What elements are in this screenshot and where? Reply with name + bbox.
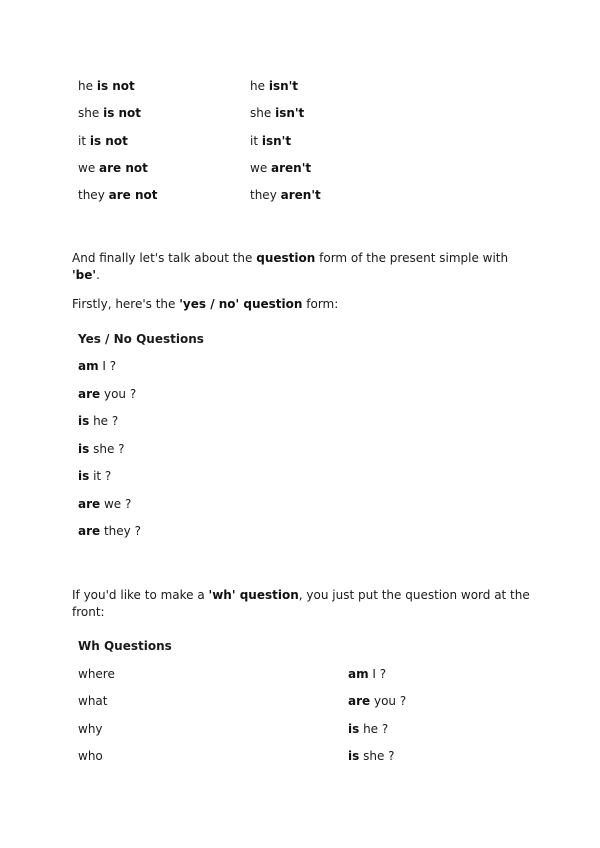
wh-word-cell: what [78, 694, 108, 708]
wh-form-cell: is she ? [348, 749, 395, 763]
negative-full-row: we are not [78, 161, 148, 175]
wh-intro-paragraph: If you'd like to make a 'wh' question, you just put the question word at the front: [72, 588, 530, 619]
yesno-row: is he ? [78, 414, 119, 428]
negative-short-row: he isn't [250, 79, 299, 93]
negative-short-row: she isn't [250, 106, 305, 120]
question-intro-paragraph: And finally let's talk about the question form of the present simple with 'be'. [72, 251, 509, 282]
wh-form-cell: is he ? [348, 722, 389, 736]
yesno-row: are we ? [78, 497, 132, 511]
wh-word-cell: why [78, 722, 103, 736]
wh-word-cell: where [78, 667, 115, 681]
wh-table-heading: Wh Questions [78, 639, 172, 653]
negative-short-row: they aren't [250, 188, 321, 202]
negative-full-row: he is not [78, 79, 135, 93]
yesno-row: is it ? [78, 469, 112, 483]
wh-form-cell: are you ? [348, 694, 407, 708]
yesno-row: are you ? [78, 387, 137, 401]
yesno-table-heading: Yes / No Questions [78, 332, 204, 346]
yesno-row: are they ? [78, 524, 141, 538]
negative-short-row: it isn't [250, 134, 292, 148]
yesno-row: am I ? [78, 359, 117, 373]
yesno-row: is she ? [78, 442, 125, 456]
yesno-intro-paragraph: Firstly, here's the 'yes / no' question form: [72, 297, 339, 311]
wh-word-cell: who [78, 749, 103, 763]
negative-full-row: they are not [78, 188, 158, 202]
wh-form-cell: am I ? [348, 667, 387, 681]
negative-full-row: it is not [78, 134, 128, 148]
negative-full-row: she is not [78, 106, 142, 120]
negative-short-row: we aren't [250, 161, 312, 175]
